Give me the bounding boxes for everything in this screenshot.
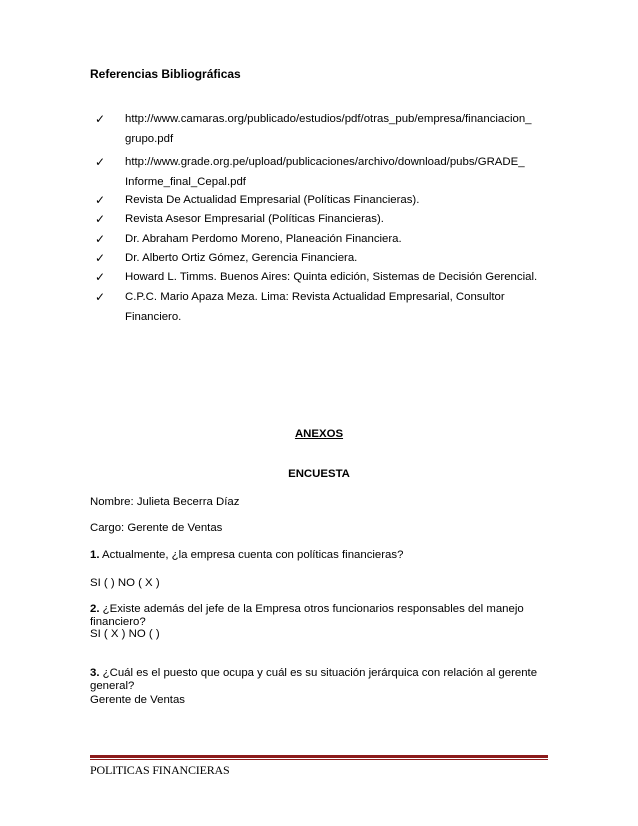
reference-text: Dr. Abraham Perdomo Moreno, Planeación Financiera. [125,233,402,245]
reference-text-cont: grupo.pdf [125,133,174,145]
question-number: 1. [90,549,100,561]
checkmark-icon: ✓ [95,155,106,169]
reference-text: http://www.camaras.org/publicado/estudios/pdf/otras_pub/empresa/financiacion_ [125,113,532,125]
question-3 [90,667,550,693]
reference-text: Revista Asesor Empresarial (Políticas Financieras). [125,213,384,225]
question-number: 3. [90,667,100,679]
reference-text: C.P.C. Mario Apaza Meza. Lima: Revista Actualidad Empresarial, Consultor [125,291,505,303]
reference-text-cont: Informe_final_Cepal.pdf [125,176,246,188]
reference-text: Howard L. Timms. Buenos Aires: Quinta edición, Sistemas de Decisión Gerencial. [125,271,538,283]
checkmark-icon: ✓ [95,290,106,304]
question-text: Actualmente, ¿la empresa cuenta con políticas financieras? [99,549,404,561]
cargo-line: Cargo: Gerente de Ventas [90,522,223,534]
checkmark-icon: ✓ [95,232,106,246]
footer-divider-thin [90,759,548,760]
footer-divider [90,755,548,758]
reference-text: Revista De Actualidad Empresarial (Políticas Financieras). [125,194,420,206]
answer-1: SI ( ) NO ( X ) [90,577,160,589]
answer-2: SI ( X ) NO ( ) [90,628,160,640]
reference-text: http://www.grade.org.pe/upload/publicaciones/archivo/download/pubs/GRADE_ [125,156,525,168]
answer-3: Gerente de Ventas [90,694,185,706]
checkmark-icon: ✓ [95,212,106,226]
nombre-line: Nombre: Julieta Becerra Díaz [90,496,240,508]
checkmark-icon: ✓ [95,270,106,284]
checkmark-icon: ✓ [95,112,106,126]
anexos-title: ANEXOS [294,428,344,440]
reference-text: Dr. Alberto Ortiz Gómez, Gerencia Financiera. [125,252,358,264]
reference-text-cont: Financiero. [125,311,182,323]
checkmark-icon: ✓ [95,193,106,207]
question-2 [90,603,550,629]
checkmark-icon: ✓ [95,251,106,265]
page-footer: POLITICAS FINANCIERAS [90,763,230,777]
question-text: ¿Cuál es el puesto que ocupa y cuál es su situación jerárquica con relación al gerente general? [90,667,538,692]
question-number: 2. [90,603,100,615]
question-text: ¿Existe además del jefe de la Empresa otros funcionarios responsables del manejo financiero? [90,603,524,628]
references-heading: Referencias Bibliográficas [90,67,241,81]
encuesta-title: ENCUESTA [288,468,350,480]
question-1 [90,549,550,562]
